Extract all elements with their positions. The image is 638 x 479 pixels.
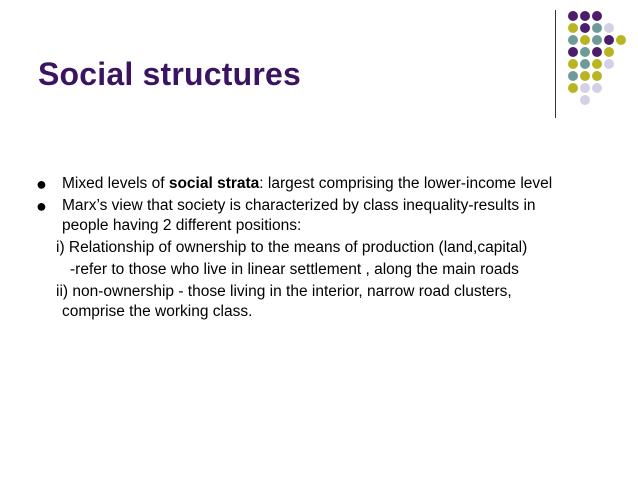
decor-dot <box>568 11 578 21</box>
decor-dot <box>580 11 590 21</box>
bullet-item <box>36 196 616 236</box>
decor-dot <box>604 35 614 45</box>
decor-dot <box>568 71 578 81</box>
decor-dot <box>592 59 602 69</box>
divider-line <box>555 10 556 118</box>
decor-dot <box>580 71 590 81</box>
decor-dot <box>580 35 590 45</box>
decor-dot <box>568 35 578 45</box>
decor-dot <box>568 23 578 33</box>
decor-dot <box>568 47 578 57</box>
decor-dot <box>568 59 578 69</box>
decor-dot <box>592 23 602 33</box>
bullet-icon: ● <box>36 174 47 194</box>
decor-dot <box>580 47 590 57</box>
decor-dot <box>592 11 602 21</box>
decor-dot <box>592 47 602 57</box>
bullet-text-bold: social strata <box>168 175 260 192</box>
decor-dot <box>568 83 578 93</box>
sub-item-i: i) Relationship of ownership to the means of production (land,capital) <box>56 239 528 256</box>
sub-item-ii-line: ii) non-ownership - those living in the interior, narrow road clusters, <box>56 283 512 300</box>
slide-title: Social structures <box>38 56 302 92</box>
decor-dot <box>580 23 590 33</box>
decor-dot <box>616 35 626 45</box>
decor-dot <box>604 47 614 57</box>
decor-dot <box>592 83 602 93</box>
decor-dot <box>580 95 590 105</box>
decor-dot <box>604 59 614 69</box>
decor-dot <box>580 83 590 93</box>
bullet-text-line: Marx’s view that society is characterized by class inequality-results in <box>62 197 536 214</box>
sub-item-ii-line: comprise the working class. <box>62 303 253 320</box>
bullet-text-suffix: : largest comprising the lower-income level <box>259 175 553 192</box>
slide-body <box>36 174 616 322</box>
decor-dot <box>592 71 602 81</box>
sub-item-i-note: -refer to those who live in linear settlement , along the main roads <box>70 261 519 278</box>
bullet-text-prefix: Mixed levels of <box>62 175 169 192</box>
decor-dot <box>592 35 602 45</box>
bullet-icon: ● <box>36 196 47 216</box>
sub-item-ii <box>36 282 616 322</box>
decor-dot <box>604 23 614 33</box>
decor-dot <box>580 59 590 69</box>
bullet-item <box>36 174 616 194</box>
bullet-text-line: people having 2 different positions: <box>62 217 302 234</box>
